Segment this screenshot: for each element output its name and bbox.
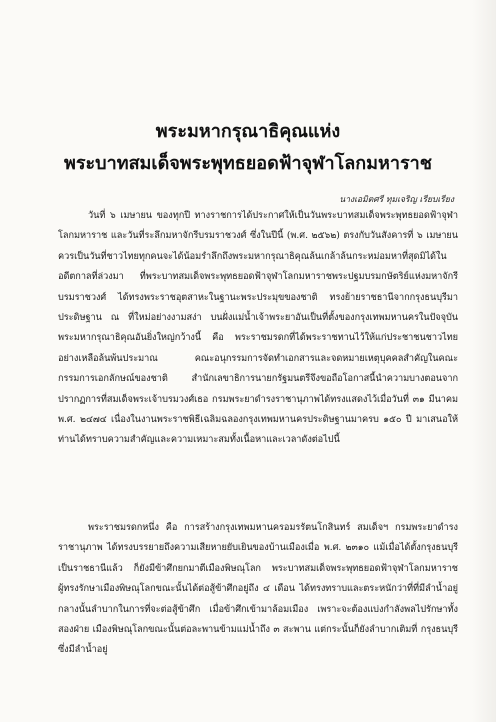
author-credit: นางเอมิตศรี ทุมเจริญ เรียบเรียง xyxy=(339,195,454,205)
page-edge-shadow xyxy=(472,0,496,722)
paragraph-1: วันที่ ๖ เมษายน ของทุกปี ทางราชการได้ประกาศให้เป็นวันพระบาทสมเด็จพระพุทธยอดฟ้าจุฬาโลกมหาราช และวันที่ระลึกมหาจักรีบรมราชวงศ์ ซึ่งในปีนี้ (พ.ศ. ๒๕๖๒) ตรงกับวันสังคารที่ ๖ เมษายน ควรเป็นวันที่ชาวไทยทุกคนจะได้น้อมรำลึกถึงพระมหากรุณาธิคุณล้นเกล้าล้นกระหม่อมหาที่สุดมิได้ในอดีตกาลที่ล่วงมา ที่พระบาทสมเด็จพระพุทธยอดฟ้าจุฬาโลกมหาราชพระปฐมบรมกษัตริย์แห่งมหาจักรีบรมราชวงศ์ ได้ทรงพระราชอุตสาหะในฐานะพระประมุขของชาติ ทรงย้ายราชธานีจากกรุงธนบุรีมาประดิษฐาน ณ ที่ใหม่อย่างงามสง่า บนฝั่งแม่น้ำเจ้าพระยาอันเป็นที่ตั้งของกรุงเทพมหานครในปัจจุบัน พระมหากรุณาธิคุณอันยิ่งใหญ่กว้างนี้ คือ พระราชมรดกที่ได้พระราชทานไว้ให้แก่ประชาชนชาวไทยอย่างเหลือล้นพ้นประมาณ คณะอนุกรรมการจัดทำเอกสารและจดหมายเหตุบุคคลสำคัญในคณะกรรมการเอกลักษณ์ของชาติ สำนักเลขาธิการนายกรัฐมนตรีจึงขอถือโอกาสนี้นำความบางตอนจากปรากฏการที่สมเด็จพระเจ้าบรมวงศ์เธอ กรมพระยาดำรงราชานุภาพได้ทรงแสดงไว้เมื่อวันที่ ๓๑ มีนาคม พ.ศ. ๒๔๗๔ เนื่องในงานพระราชพิธีเฉลิมฉลองกรุงเทพมหานครประดิษฐานมาครบ ๑๕๐ ปี มาเสนอให้ท่านได้ทราบความสำคัญและความเหมาะสมทั้งเนื้อหาและเวลาดังต่อไปนี้ xyxy=(58,210,458,446)
title-line-2: พระบาทสมเด็จพระพุทธยอดฟ้าจุฬาโลกมหาราช xyxy=(63,153,433,174)
title-line-1: พระมหากรุณาธิคุณแห่ง xyxy=(155,121,341,142)
paragraph-2: พระราชมรดกหนึ่ง คือ การสร้างกรุงเทพมหานครอมรรัตนโกสินทร์ สมเด็จฯ กรมพระยาดำรงราชานุภาพ ได้ทรงบรรยายถึงความเสียหายยับเยินของบ้านเมืองเมื่อ พ.ศ. ๒๓๑๐ แม้เมื่อได้ตั้งกรุงธนบุรีเป็นราชธานีแล้ว ก็ยังมีข้าศึกยกมาตีเมืองพิษณุโลก พระบาทสมเด็จพระพุทธยอดฟ้าจุฬาโลกมหาราช ผู้ทรงรักษาเมืองพิษณุโลกขณะนั้นได้ต่อสู้ข้าศึกอยู่ถึง ๔ เดือน ได้ทรงทราบและตระหนักว่าที่ที่มีลำน้ำอยู่กลางนั้นลำบากในการที่จะต่อสู้ข้าศึก เมื่อข้าศึกเข้ามาล้อมเมือง เพราะจะต้องแบ่งกำลังพลไปรักษาทั้งสองฝ่าย เมืองพิษณุโลกขณะนั้นต่อละพานข้ามแม่น้ำถึง ๓ สะพาน แต่กระนั้นก็ยังลำบากเติมที่ กรุงธนบุรีซึ่งมีลำน้ำอยู่ xyxy=(58,522,458,656)
